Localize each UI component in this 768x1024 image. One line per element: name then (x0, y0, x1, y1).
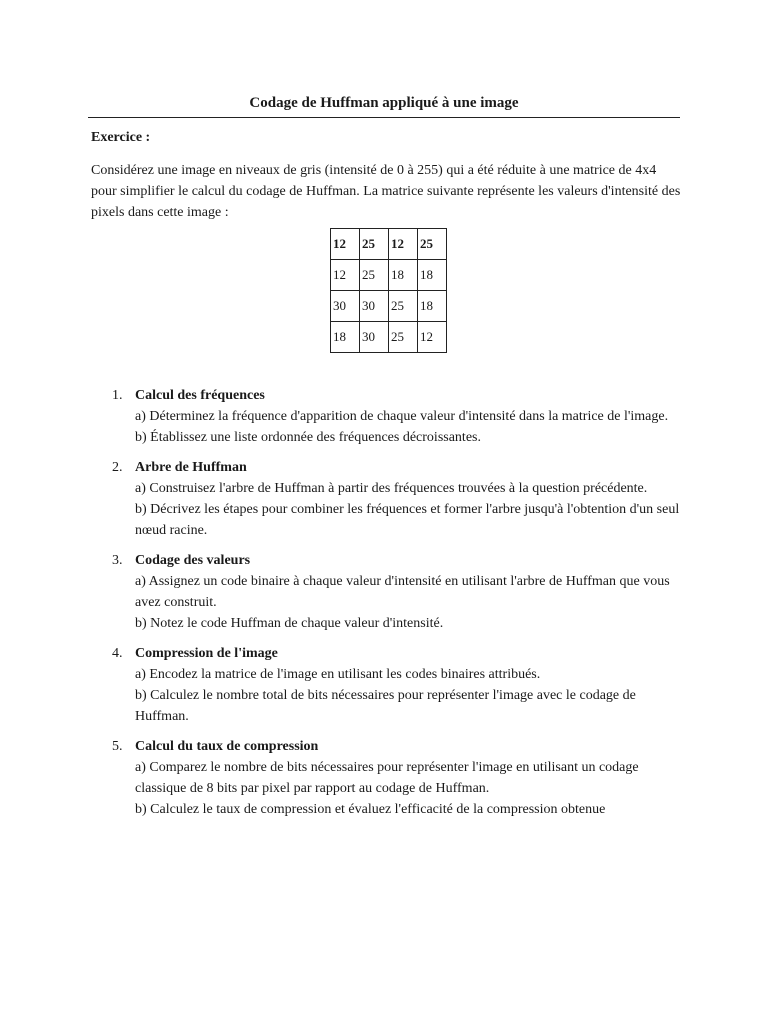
question-title: Calcul du taux de compression (135, 739, 319, 754)
exercise-label: Exercice : (91, 130, 151, 145)
matrix-cell: 30 (360, 322, 389, 353)
question-title: Arbre de Huffman (135, 460, 247, 475)
matrix-cell: 18 (331, 322, 360, 353)
question-part-a: a) Encodez la matrice de l'image en utilisant les codes binaires attribués. (135, 667, 541, 682)
question-part-b: b) Calculez le taux de compression et évaluez l'efficacité de la compression obtenue (135, 802, 606, 817)
question-part-b: b) Notez le code Huffman de chaque valeur d'intensité. (135, 616, 444, 631)
question-item (91, 385, 681, 448)
intensity-matrix (330, 228, 447, 353)
document-title: Codage de Huffman appliqué à une image (249, 95, 519, 111)
question-list (91, 385, 681, 829)
question-part-b: b) Calculez le nombre total de bits nécessaires pour représenter l'image avec le codage de Huffman. (135, 688, 636, 724)
matrix-cell: 30 (331, 291, 360, 322)
question-item (91, 550, 681, 634)
question-number: 2. (112, 460, 123, 475)
question-number: 1. (112, 388, 123, 403)
matrix-row (331, 229, 447, 260)
title-divider (88, 117, 680, 118)
question-item (91, 643, 681, 727)
matrix-cell: 25 (389, 322, 418, 353)
question-title: Compression de l'image (135, 646, 278, 661)
matrix-cell: 25 (360, 229, 389, 260)
matrix-cell: 12 (389, 229, 418, 260)
question-part-a: a) Déterminez la fréquence d'apparition de chaque valeur d'intensité dans la matrice de l'image. (135, 409, 669, 424)
matrix-row (331, 260, 447, 291)
matrix-cell: 18 (418, 291, 447, 322)
question-title: Calcul des fréquences (135, 388, 265, 403)
matrix-cell: 18 (418, 260, 447, 291)
matrix-cell: 12 (331, 260, 360, 291)
question-part-a: a) Assignez un code binaire à chaque valeur d'intensité en utilisant l'arbre de Huffman que vous avez construit. (135, 574, 670, 610)
matrix-cell: 12 (418, 322, 447, 353)
question-part-b: b) Décrivez les étapes pour combiner les fréquences et former l'arbre jusqu'à l'obtention d'un seul nœud racine. (135, 502, 680, 538)
matrix-row (331, 291, 447, 322)
question-part-a: a) Comparez le nombre de bits nécessaires pour représenter l'image en utilisant un codage classique de 8 bits par pixel par rapport au codage de Huffman. (135, 760, 639, 796)
question-part-b: b) Établissez une liste ordonnée des fréquences décroissantes. (135, 430, 481, 445)
question-item (91, 457, 681, 541)
question-title: Codage des valeurs (135, 553, 251, 568)
matrix-cell: 25 (389, 291, 418, 322)
intro-paragraph: Considérez une image en niveaux de gris (intensité de 0 à 255) qui a été réduite à une matrice de 4x4 pour simplifier le calcul du codage de Huffman. La matrice suivante représente les valeurs d'intensité des pixels dans cette image : (91, 163, 681, 220)
matrix-cell: 30 (360, 291, 389, 322)
matrix-row (331, 322, 447, 353)
matrix-cell: 12 (331, 229, 360, 260)
matrix-cell: 25 (360, 260, 389, 291)
matrix-cell: 25 (418, 229, 447, 260)
matrix-cell: 18 (389, 260, 418, 291)
question-number: 3. (112, 553, 123, 568)
question-item (91, 736, 681, 820)
question-number: 5. (112, 739, 123, 754)
question-part-a: a) Construisez l'arbre de Huffman à partir des fréquences trouvées à la question précédente. (135, 481, 648, 496)
question-number: 4. (112, 646, 123, 661)
